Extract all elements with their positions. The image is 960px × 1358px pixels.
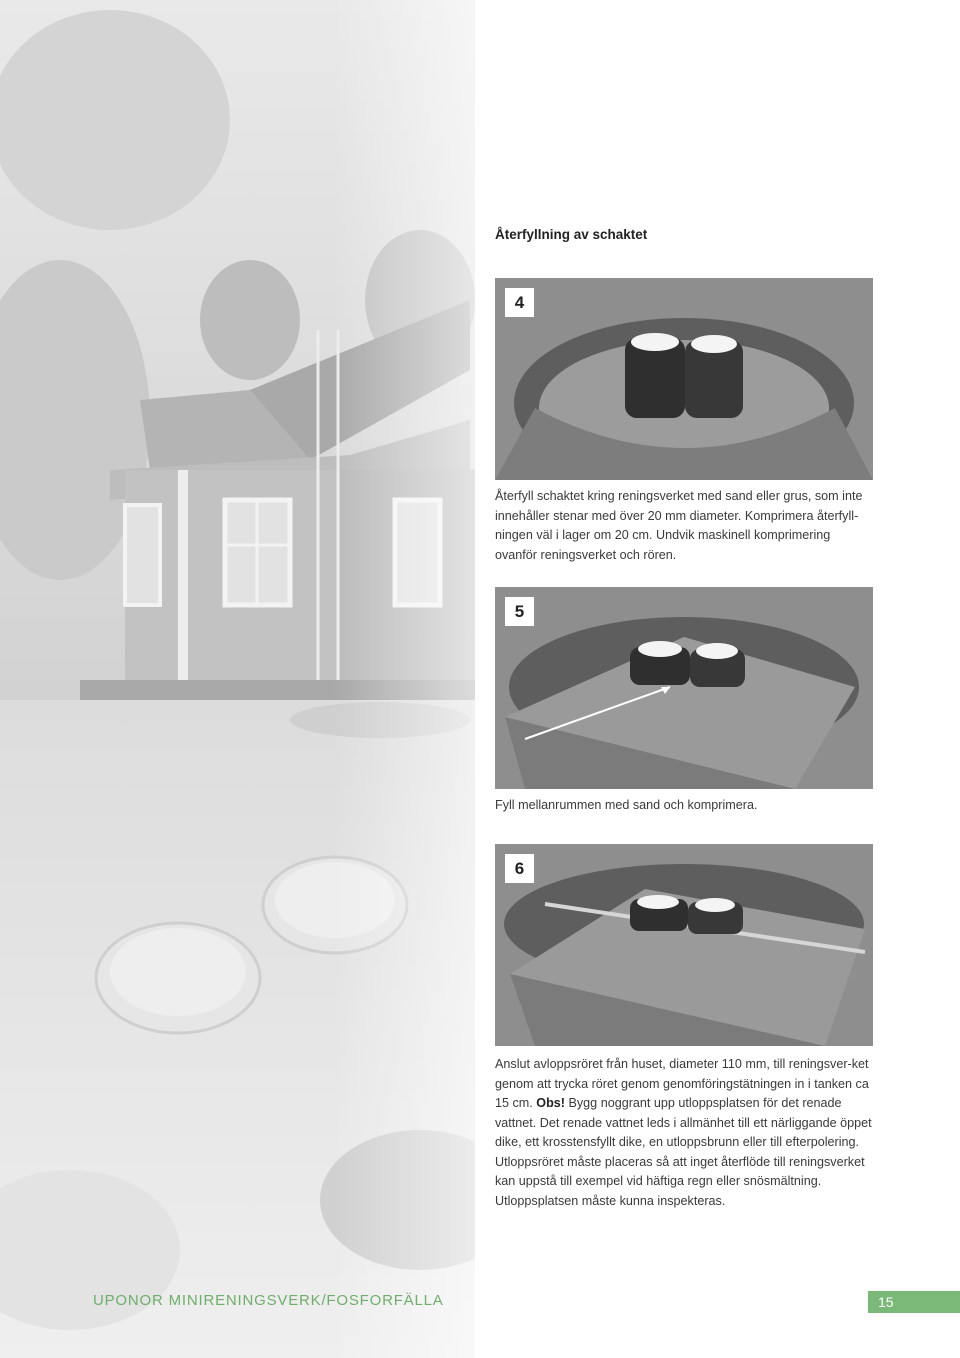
step-6-text-note: Bygg noggrant upp utloppsplatsen för det renade vattnet. Det renade vattnet leds i allmänhet till ett närliggande öppet dike, ett krosstensfyllt dike, en utloppsbrunn eller till efterpolering. Utloppsröret måste placeras så att inget återflöde till reningsverket kan uppstå till exempel vid häftiga regn eller snösmältning. Utloppsplatsen måste kunna inspekteras.	[495, 1096, 872, 1208]
step-5-number-badge: 5	[505, 597, 534, 626]
step-5-text: Fyll mellanrummen med sand och komprimera.	[495, 798, 758, 812]
step-4-text: Återfyll schaktet kring reningsverket med sand eller grus, som inte innehåller stenar med över 20 mm diameter. Komprimera återfyll-ningen väl i lager om 20 cm. Undvik maskinell komprimering ovanför reningsverket och rören.	[495, 489, 863, 562]
step-6-text	[495, 1055, 875, 1211]
page-number-bar	[868, 1291, 960, 1313]
step-6-number-badge: 6	[505, 854, 534, 883]
page-number: 15	[878, 1294, 894, 1310]
house-garden-photo	[0, 0, 475, 1358]
footer-title: UPONOR MINIRENINGSVERK/FOSFORFÄLLA	[93, 1292, 444, 1309]
step-5-illustration	[495, 587, 873, 789]
section-heading: Återfyllning av schaktet	[495, 227, 648, 242]
step-4-number-badge: 4	[505, 288, 534, 317]
step-6-note-label: Obs!	[536, 1096, 565, 1110]
step-6-text-main: Anslut avloppsröret från huset, diameter 110 mm, till reningsver-ket genom att trycka röret genom genomföringstätningen in i tanken ca 15 cm.	[495, 1057, 869, 1110]
step-6-illustration	[495, 844, 873, 1046]
step-4-illustration	[495, 278, 873, 480]
